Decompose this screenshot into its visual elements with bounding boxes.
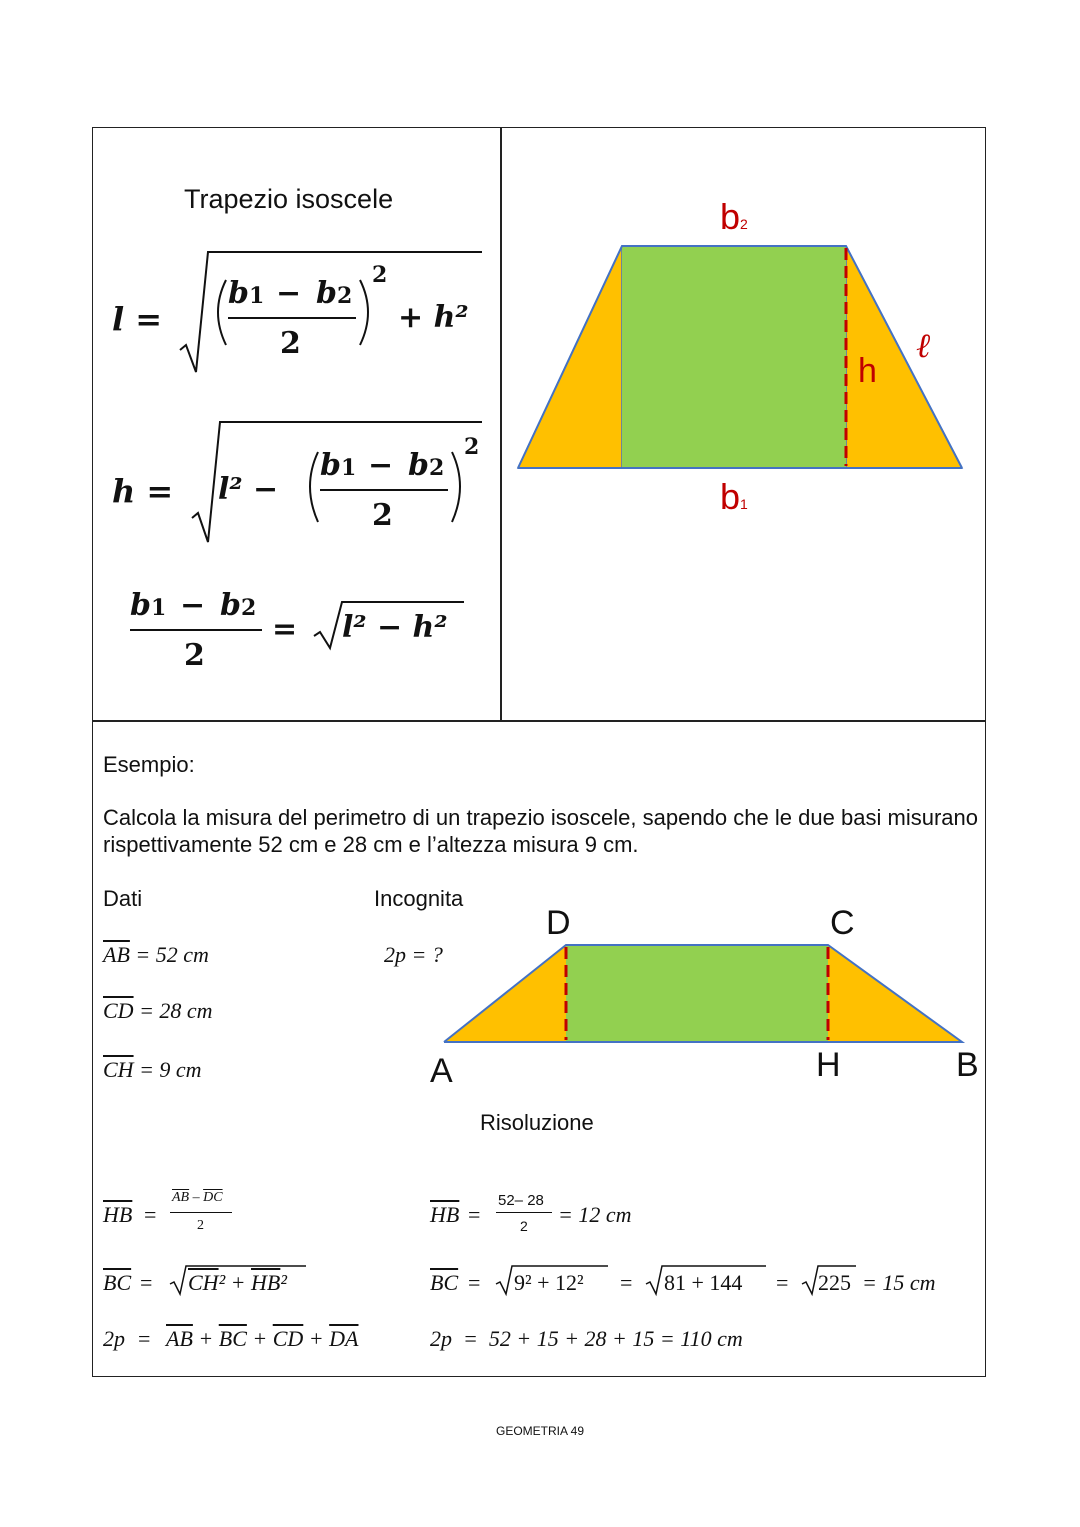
vertex-d: D bbox=[546, 904, 571, 942]
dato-ch: $\overline{CH} = 9$ cm bbox=[103, 1057, 202, 1082]
risoluzione-label: Risoluzione bbox=[480, 1110, 594, 1135]
formulas-title: Trapezio isoscele bbox=[184, 184, 394, 214]
label-b2-top: b2 bbox=[720, 196, 748, 237]
incognita-2p: 2p = ? bbox=[384, 942, 443, 967]
center-rectangle-example bbox=[566, 945, 828, 1042]
vertex-b: B bbox=[956, 1046, 979, 1084]
label-h-top: h bbox=[858, 352, 877, 390]
perimeter-calc: 2p = 52 + 15 + 28 + 15 = 110 cm bbox=[430, 1326, 743, 1351]
incognita-label: Incognita bbox=[374, 886, 464, 911]
example-heading: Esempio: bbox=[103, 752, 195, 777]
example-problem: Calcola la misura del perimetro di un trapezio isoscele, sapendo che le due basi misurano rispettivamente 52 cm e 28 cm e l’altezza misura 9 cm. bbox=[103, 805, 978, 857]
label-l-top: ℓ bbox=[916, 326, 931, 366]
dato-cd: $\overline{CD} = 28$ cm bbox=[103, 998, 213, 1023]
vertex-a: A bbox=[430, 1052, 453, 1090]
dati-label: Dati bbox=[103, 886, 143, 911]
vertex-h: H bbox=[816, 1046, 841, 1084]
label-b1-top: b1 bbox=[720, 476, 748, 517]
dato-ab: $\overline{AB} = 52$ cm bbox=[103, 942, 209, 967]
vertex-c: C bbox=[830, 904, 855, 942]
page-footer: GEOMETRIA 49 bbox=[495, 1424, 585, 1438]
